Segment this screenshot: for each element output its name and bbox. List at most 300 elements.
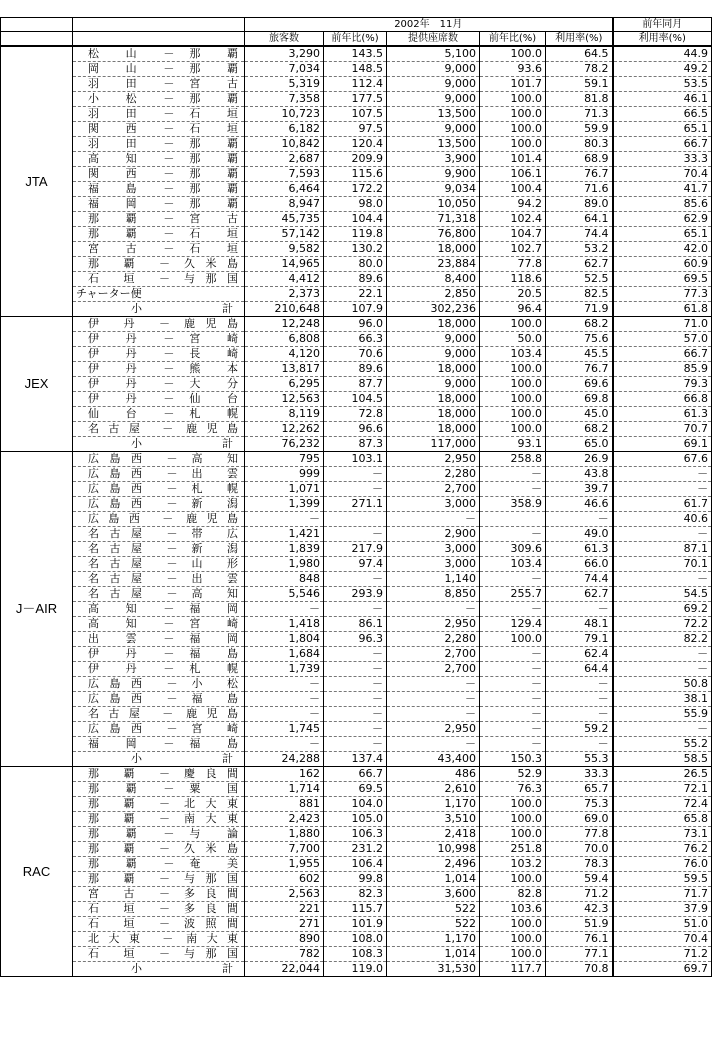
seats-cell: 9,034 [387, 182, 480, 197]
seats-yoy-cell: － [480, 707, 546, 722]
seats-yoy-cell: － [480, 737, 546, 752]
route-part: 美 [227, 857, 239, 870]
subtotal-label-part: 小 [131, 752, 142, 765]
table-row [1, 887, 712, 902]
table-row [1, 542, 712, 557]
util-cell: 55.3 [546, 752, 613, 767]
route-part: 北大東 [88, 932, 150, 945]
pax-cell: 12,262 [245, 422, 324, 437]
route-part: 那 [88, 827, 111, 840]
route-part: 那 [88, 872, 110, 885]
route-part: － [166, 587, 178, 600]
pax-cell: 8,119 [245, 407, 324, 422]
route-part: － [163, 362, 175, 375]
table-row [1, 692, 712, 707]
pax-yoy-cell: 96.6 [324, 422, 387, 437]
route-cell [73, 917, 245, 932]
route-part: 福 [88, 182, 111, 195]
util-cell: 71.3 [546, 107, 613, 122]
route-cell [73, 482, 245, 497]
table-row [1, 872, 712, 887]
route-part: 国 [227, 782, 239, 795]
route-cell: チャーター便 [73, 287, 245, 302]
table-row [1, 722, 712, 737]
pax-cell: 7,593 [245, 167, 324, 182]
route-part: － [159, 947, 170, 960]
route-part: 宮 [88, 242, 111, 255]
route-part: 覇 [227, 182, 239, 195]
route-part: － [162, 707, 174, 720]
header-col-pax: 旅客数 [245, 32, 324, 47]
route-part: － [163, 782, 175, 795]
route-cell [73, 77, 245, 92]
route-part: 羽 [88, 137, 111, 150]
pax-yoy-cell: 87.7 [324, 377, 387, 392]
route-part: 鹿児島 [186, 512, 239, 525]
route-part: 宮 [189, 332, 212, 345]
route-part: 関 [88, 122, 111, 135]
pax-yoy-cell: － [324, 482, 387, 497]
prev-util-cell: 82.2 [613, 632, 712, 647]
table-row [1, 347, 712, 362]
prev-util-cell: 85.6 [613, 197, 712, 212]
util-cell: － [546, 707, 613, 722]
seats-yoy-cell: 251.8 [480, 842, 546, 857]
route-part: 伊 [88, 317, 110, 330]
route-cell [73, 422, 245, 437]
pax-cell: 1,980 [245, 557, 324, 572]
util-cell: 59.2 [546, 722, 613, 737]
route-part: 石 [88, 917, 110, 930]
table-row [1, 587, 712, 602]
prev-util-cell: 61.3 [613, 407, 712, 422]
route-cell [73, 467, 245, 482]
table-row [1, 647, 712, 662]
route-part: 名古屋 [88, 707, 150, 720]
route-part: 札 [191, 482, 213, 495]
subtotal-label-part: 小 [131, 302, 142, 315]
pax-cell: 1,684 [245, 647, 324, 662]
route-part: － [163, 332, 175, 345]
route-part: － [162, 932, 174, 945]
prev-util-cell: 65.1 [613, 227, 712, 242]
pax-cell: 890 [245, 932, 324, 947]
seats-cell: 2,496 [387, 857, 480, 872]
table-row [1, 467, 712, 482]
pax-yoy-cell: 70.6 [324, 347, 387, 362]
pax-yoy-cell: 72.8 [324, 407, 387, 422]
pax-cell: 24,288 [245, 752, 324, 767]
route-part: 石 [189, 242, 212, 255]
prev-util-cell: 67.6 [613, 452, 712, 467]
pax-yoy-cell: 271.1 [324, 497, 387, 512]
route-cell [73, 572, 245, 587]
seats-cell: 2,900 [387, 527, 480, 542]
pax-cell: 5,546 [245, 587, 324, 602]
route-part: － [159, 872, 170, 885]
route-cell [73, 272, 245, 287]
table-row [1, 137, 712, 152]
pax-cell: 1,745 [245, 722, 324, 737]
seats-cell: 18,000 [387, 317, 480, 332]
route-part: 垣 [123, 902, 145, 915]
prev-util-cell: － [613, 527, 712, 542]
table-row [1, 707, 712, 722]
airline-group-label: JEX [1, 317, 73, 452]
header-col-seats-yoy: 前年比(%) [480, 32, 546, 47]
route-cell [73, 107, 245, 122]
util-cell: 75.6 [546, 332, 613, 347]
route-part: 那 [189, 167, 212, 180]
pax-cell: 5,319 [245, 77, 324, 92]
seats-yoy-cell: 100.0 [480, 797, 546, 812]
seats-cell: 13,500 [387, 107, 480, 122]
table-row [1, 782, 712, 797]
route-part: 高 [88, 152, 111, 165]
route-part: 広島西 [88, 467, 153, 480]
route-part: 出 [88, 632, 111, 645]
seats-cell: 302,236 [387, 302, 480, 317]
route-part: 島 [227, 647, 239, 660]
subtotal-label-text [76, 437, 241, 451]
route-part: － [159, 902, 170, 915]
route-cell [73, 152, 245, 167]
route-part: 宮 [191, 722, 213, 735]
route-part: － [159, 272, 170, 285]
pax-yoy-cell: 107.5 [324, 107, 387, 122]
route-part: 古 [227, 212, 239, 225]
route-part: － [163, 242, 175, 255]
route-cell [73, 887, 245, 902]
route-part: － [163, 347, 175, 360]
seats-cell: 9,000 [387, 332, 480, 347]
subtotal-row [1, 962, 712, 977]
table-row [1, 737, 712, 752]
seats-cell: 1,014 [387, 872, 480, 887]
prev-util-cell: 72.2 [613, 617, 712, 632]
util-cell: 68.9 [546, 152, 613, 167]
route-part: 久米島 [184, 842, 238, 855]
pax-cell: 7,034 [245, 62, 324, 77]
route-part: － [163, 77, 175, 90]
seats-cell: 486 [387, 767, 480, 782]
route-part: － [159, 812, 170, 825]
route-part: － [163, 647, 175, 660]
route-part: 久米島 [184, 257, 238, 270]
prev-util-cell: 38.1 [613, 692, 712, 707]
subtotal-label-part: 計 [222, 437, 233, 450]
seats-cell: 18,000 [387, 407, 480, 422]
header-blank-airline-2 [1, 32, 73, 47]
seats-yoy-cell: 100.0 [480, 947, 546, 962]
pax-yoy-cell: 80.0 [324, 257, 387, 272]
table-row [1, 182, 712, 197]
route-part: 仙 [189, 392, 212, 405]
subtotal-label-part: 小 [131, 437, 142, 450]
route-part: 奄 [189, 857, 212, 870]
route-cell [73, 122, 245, 137]
route-cell [73, 692, 245, 707]
table-row [1, 227, 712, 242]
route-part: 多良間 [184, 902, 238, 915]
prev-util-cell: 55.9 [613, 707, 712, 722]
util-cell: 26.9 [546, 452, 613, 467]
prev-util-cell: 50.8 [613, 677, 712, 692]
pax-cell: 2,563 [245, 887, 324, 902]
seats-cell: 522 [387, 902, 480, 917]
route-part: 福 [191, 692, 213, 705]
subtotal-label [73, 437, 245, 452]
route-part: 高 [88, 602, 111, 615]
util-cell: 80.3 [546, 137, 613, 152]
pax-yoy-cell: 106.4 [324, 857, 387, 872]
pax-yoy-cell: 96.0 [324, 317, 387, 332]
util-cell: 45.5 [546, 347, 613, 362]
prev-util-cell: 77.3 [613, 287, 712, 302]
route-part: 知 [125, 152, 149, 165]
route-part: 潟 [227, 497, 238, 510]
route-part: － [163, 182, 175, 195]
subtotal-label-part: 計 [222, 752, 233, 765]
pax-cell: 12,248 [245, 317, 324, 332]
prev-util-cell: 76.2 [613, 842, 712, 857]
util-cell: － [546, 692, 613, 707]
route-part: － [166, 497, 178, 510]
seats-yoy-cell: 102.7 [480, 242, 546, 257]
seats-yoy-cell: － [480, 677, 546, 692]
seats-yoy-cell: 100.0 [480, 422, 546, 437]
route-cell [73, 497, 245, 512]
table-row [1, 287, 712, 302]
subtotal-label-text [76, 302, 241, 316]
route-part: 大 [189, 377, 212, 390]
table-row [1, 632, 712, 647]
util-cell: 71.6 [546, 182, 613, 197]
util-cell: 75.3 [546, 797, 613, 812]
util-cell: 66.0 [546, 557, 613, 572]
route-part: 熊 [189, 362, 212, 375]
pax-cell: 221 [245, 902, 324, 917]
route-part: － [163, 122, 175, 135]
util-cell: 65.7 [546, 782, 613, 797]
prev-util-cell: 51.0 [613, 917, 712, 932]
seats-yoy-cell: 100.0 [480, 407, 546, 422]
seats-yoy-cell: 129.4 [480, 617, 546, 632]
route-part: 山 [125, 62, 149, 75]
pax-cell: － [245, 677, 324, 692]
util-cell: 52.5 [546, 272, 613, 287]
seats-yoy-cell: 93.6 [480, 62, 546, 77]
seats-cell: 18,000 [387, 422, 480, 437]
prev-util-cell: 70.7 [613, 422, 712, 437]
route-part: － [163, 602, 175, 615]
route-part: 岡 [227, 632, 239, 645]
seats-cell: 9,000 [387, 347, 480, 362]
table-row [1, 557, 712, 572]
route-part: － [159, 797, 170, 810]
route-part: 高 [191, 452, 213, 465]
pax-cell: 8,947 [245, 197, 324, 212]
route-cell [73, 797, 245, 812]
route-part: 新 [191, 497, 213, 510]
seats-yoy-cell: 117.7 [480, 962, 546, 977]
table-row [1, 62, 712, 77]
prev-util-cell: 71.2 [613, 947, 712, 962]
pax-yoy-cell: 119.8 [324, 227, 387, 242]
route-part: 宮 [189, 212, 212, 225]
route-part: 垣 [227, 242, 239, 255]
route-part: 覇 [123, 842, 145, 855]
pax-cell: 2,687 [245, 152, 324, 167]
route-part: 仙 [88, 407, 111, 420]
pax-cell: 210,648 [245, 302, 324, 317]
prev-util-cell: 71.0 [613, 317, 712, 332]
seats-yoy-cell: 100.0 [480, 317, 546, 332]
seats-yoy-cell: 100.0 [480, 362, 546, 377]
seats-cell: 9,900 [387, 167, 480, 182]
pax-cell: 57,142 [245, 227, 324, 242]
route-part: 垣 [123, 917, 145, 930]
route-cell [73, 257, 245, 272]
prev-util-cell: 57.0 [613, 332, 712, 347]
route-part: 広島西 [88, 692, 153, 705]
pax-cell: 4,412 [245, 272, 324, 287]
header-prev-util-line2: 利用率(%) [613, 32, 712, 47]
util-cell: － [546, 737, 613, 752]
route-part: 垣 [227, 122, 239, 135]
pax-yoy-cell: 69.5 [324, 782, 387, 797]
util-cell: 51.9 [546, 917, 613, 932]
route-cell [73, 602, 245, 617]
prev-util-cell: 66.7 [613, 347, 712, 362]
route-part: 出 [191, 572, 213, 585]
prev-util-cell: － [613, 572, 712, 587]
route-part: 古 [123, 887, 145, 900]
route-part: 那 [189, 197, 212, 210]
prev-util-cell: － [613, 482, 712, 497]
pax-yoy-cell: 108.3 [324, 947, 387, 962]
prev-util-cell: 42.0 [613, 242, 712, 257]
route-part: 宮 [88, 887, 110, 900]
pax-cell: 1,421 [245, 527, 324, 542]
prev-util-cell: 58.5 [613, 752, 712, 767]
pax-cell: 1,839 [245, 542, 324, 557]
route-cell [73, 542, 245, 557]
pax-cell: 999 [245, 467, 324, 482]
seats-cell: － [387, 737, 480, 752]
pax-cell: 271 [245, 917, 324, 932]
route-part: － [163, 92, 175, 105]
util-cell: 59.4 [546, 872, 613, 887]
table-row [1, 122, 712, 137]
prev-util-cell: 70.1 [613, 557, 712, 572]
pax-yoy-cell: 104.0 [324, 797, 387, 812]
prev-util-cell: － [613, 662, 712, 677]
seats-cell: 3,600 [387, 887, 480, 902]
table-row [1, 332, 712, 347]
route-cell [73, 137, 245, 152]
seats-cell: 2,700 [387, 662, 480, 677]
seats-cell: 8,400 [387, 272, 480, 287]
route-part: 福 [189, 737, 212, 750]
pax-yoy-cell: 101.9 [324, 917, 387, 932]
pax-cell: 9,582 [245, 242, 324, 257]
util-cell: 78.3 [546, 857, 613, 872]
route-cell [73, 242, 245, 257]
route-part: 那 [88, 782, 111, 795]
route-part: 那 [189, 152, 212, 165]
route-part: － [163, 152, 175, 165]
pax-cell: － [245, 737, 324, 752]
route-part: 関 [88, 167, 111, 180]
route-cell [73, 767, 245, 782]
route-part: 伊 [88, 347, 111, 360]
seats-cell: 2,280 [387, 632, 480, 647]
header-row-columns [1, 32, 712, 47]
route-part: － [162, 422, 174, 435]
route-part: 那 [88, 842, 110, 855]
util-cell: 76.1 [546, 932, 613, 947]
pax-cell: 7,358 [245, 92, 324, 107]
header-blank-route-2 [73, 32, 245, 47]
route-part: 那 [88, 812, 110, 825]
route-cell [73, 452, 245, 467]
route-part: 論 [227, 827, 239, 840]
seats-cell: 3,000 [387, 497, 480, 512]
route-cell [73, 197, 245, 212]
route-part: 分 [227, 377, 239, 390]
seats-yoy-cell: 100.0 [480, 932, 546, 947]
pax-cell: 848 [245, 572, 324, 587]
route-part: 丹 [125, 332, 149, 345]
table-row [1, 212, 712, 227]
table-row [1, 662, 712, 677]
pax-yoy-cell: 143.5 [324, 46, 387, 62]
pax-yoy-cell: 217.9 [324, 542, 387, 557]
route-part: 知 [125, 617, 149, 630]
table-row [1, 842, 712, 857]
seats-cell: 2,950 [387, 722, 480, 737]
util-cell: 68.2 [546, 422, 613, 437]
route-part: 伊 [88, 377, 111, 390]
util-cell: － [546, 512, 613, 527]
seats-cell: 3,510 [387, 812, 480, 827]
route-part: 那 [189, 92, 212, 105]
util-cell: 48.1 [546, 617, 613, 632]
table-row [1, 812, 712, 827]
pax-cell: 1,418 [245, 617, 324, 632]
route-part: － [163, 632, 175, 645]
route-part: 石 [189, 227, 212, 240]
route-part: － [166, 452, 178, 465]
subtotal-label [73, 302, 245, 317]
route-cell [73, 317, 245, 332]
seats-yoy-cell: 100.0 [480, 872, 546, 887]
table-row [1, 242, 712, 257]
util-cell: 39.7 [546, 482, 613, 497]
route-part: 覇 [123, 872, 145, 885]
route-cell [73, 947, 245, 962]
route-part: 長 [189, 347, 212, 360]
util-cell: － [546, 677, 613, 692]
subtotal-row [1, 437, 712, 452]
route-cell [73, 617, 245, 632]
pax-cell: 76,232 [245, 437, 324, 452]
pax-cell: 22,044 [245, 962, 324, 977]
route-part: 伊 [88, 362, 111, 375]
seats-yoy-cell: 358.9 [480, 497, 546, 512]
route-cell [73, 632, 245, 647]
